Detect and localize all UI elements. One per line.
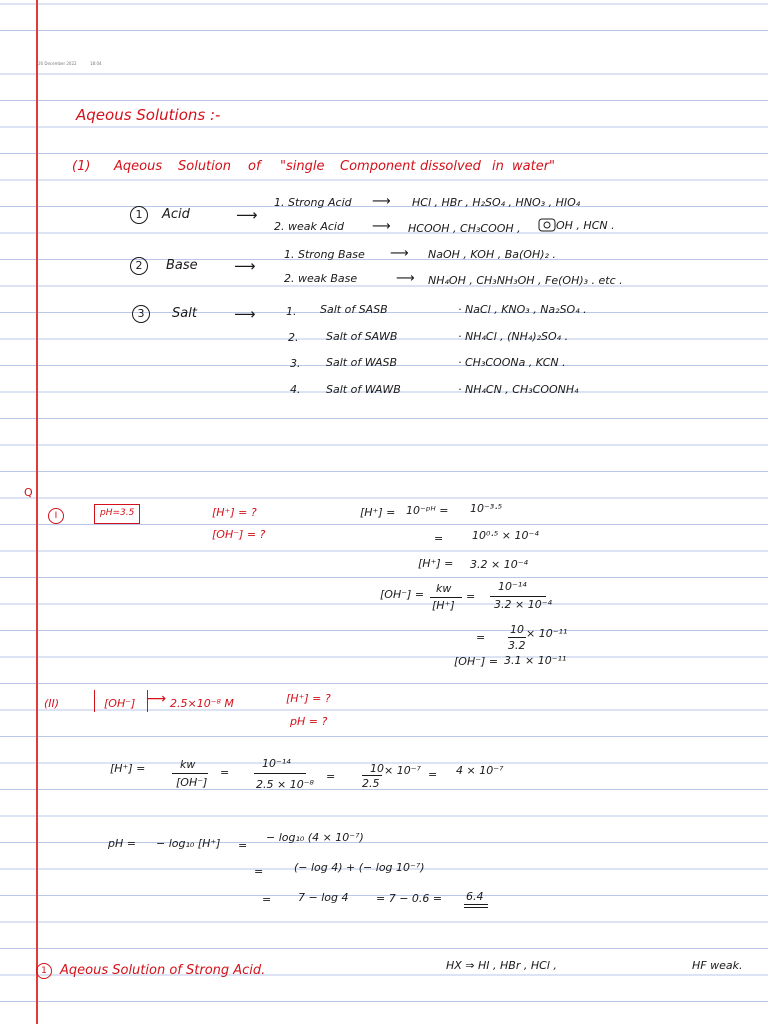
p1-step6-lhs: [OH⁻] = — [454, 655, 499, 668]
fraction-bar — [508, 637, 526, 638]
base-number-circle: 2 — [130, 257, 148, 275]
p1-step1-lhs: [H⁺] = — [360, 506, 396, 519]
p2-eq1-den1: [OH⁻] — [176, 776, 208, 789]
strong-acid-examples: HCl , HBr , H₂SO₄ , HNO₃ , HIO₄ — [412, 196, 581, 209]
salt-arrow: ⟶ — [234, 305, 256, 323]
p2-eq1-den2: 2.5 × 10⁻⁸ — [256, 778, 314, 791]
weak-base-label: 2. weak Base — [284, 272, 358, 285]
salt-item-examples: · NH₄Cl , (NH₄)₂SO₄ . — [458, 330, 569, 343]
strong-acid-arrow: ⟶ — [372, 194, 391, 209]
strong-base-arrow: ⟶ — [390, 246, 409, 261]
benzene-ring-icon — [538, 218, 556, 232]
p1-step5-tail: × 10⁻¹¹ — [526, 627, 568, 640]
p2-eq1-num1: kw — [180, 758, 196, 771]
p2-ph-answer: 6.4 — [466, 890, 484, 903]
p1-step4-den: [H⁺] — [432, 599, 455, 612]
salt-number-circle: 3 — [132, 305, 150, 323]
acid-number-circle: 1 — [130, 206, 148, 224]
p1-step5-lhs: = — [476, 631, 486, 644]
section2-note: HX ⇒ HI , HBr , HCl , — [446, 959, 557, 972]
fraction-bar — [254, 773, 306, 774]
date-stamp: 26 December 2022 — [38, 61, 77, 66]
p2-eq1-tail3: × 10⁻⁷ — [384, 764, 421, 777]
strong-acid-label: 1. Strong Acid — [274, 196, 352, 209]
weak-acid-label: 2. weak Acid — [274, 220, 344, 233]
problem2-arrow: ⟶ — [146, 691, 167, 707]
fraction-bar — [490, 596, 546, 597]
salt-item-examples: · NH₄CN , CH₃COONH₄ — [458, 383, 579, 396]
salt-item-num: 4. — [290, 383, 301, 396]
problem2-label: (II) — [44, 697, 60, 710]
problem1-label: I — [48, 508, 64, 524]
salt-item-num: 2. — [288, 331, 299, 344]
salt-item-type: Salt of SAWB — [326, 330, 398, 343]
salt-item-type: Salt of WASB — [326, 356, 398, 369]
problem1-unknown-oh: [OH⁻] = ? — [212, 528, 266, 541]
p2-ph-lhs: pH = — [108, 837, 136, 850]
answer-underline — [464, 907, 488, 908]
weak-acid-examples: HCOOH , CH₃COOH , — [408, 222, 521, 235]
section1-word: "single — [280, 159, 325, 174]
salt-item-num: 1. — [286, 305, 297, 318]
p2-eq1-num2: 10⁻¹⁴ — [262, 757, 291, 770]
section1-word: Aqeous — [114, 159, 163, 174]
strong-base-examples: NaOH , KOH , Ba(OH)₂ . — [428, 248, 556, 261]
p1-step4-num2: 10⁻¹⁴ — [498, 580, 527, 593]
section1-word: Component — [340, 159, 416, 174]
p1-step3-expr: 3.2 × 10⁻⁴ — [470, 558, 528, 571]
weak-base-arrow: ⟶ — [396, 271, 415, 286]
p1-step5-den: 3.2 — [508, 639, 526, 652]
acid-arrow: ⟶ — [236, 206, 258, 224]
weak-acid-arrow: ⟶ — [372, 219, 391, 234]
p2-eq1-eq3: = — [428, 768, 438, 781]
p1-step1-rhs: 10⁻³·⁵ — [470, 502, 503, 515]
problem2-given-value: 2.5×10⁻⁸ M — [170, 697, 234, 710]
p1-step4-lhs: [OH⁻] = — [380, 588, 425, 601]
p2-eq1-lhs: [H⁺] = — [110, 762, 146, 775]
salt-item-type: Salt of WAWB — [326, 383, 401, 396]
p1-step1-expr: 10⁻ᵖᴴ = — [406, 504, 449, 517]
page-title: Aqeous Solutions :- — [76, 106, 221, 124]
question-marker: Q — [24, 486, 33, 499]
section1-word: Solution — [178, 159, 231, 174]
section2-number-circle: 1 — [36, 963, 52, 979]
p2-eq1-num3: 10 — [370, 762, 384, 775]
p2-ph-a: − log₁₀ [H⁺] — [156, 837, 221, 850]
p1-step4-num: kw — [436, 582, 452, 595]
problem1-given: pH=3.5 — [100, 508, 135, 518]
section1-label: (1) — [72, 159, 91, 174]
p1-step2-expr: 10⁰·⁵ × 10⁻⁴ — [472, 529, 539, 542]
p2-eq1-eq2: = — [326, 770, 336, 783]
fraction-bar — [362, 775, 382, 776]
p1-step4-eq: = — [466, 590, 476, 603]
section1-word: in — [492, 159, 504, 174]
p2-ph3-eq2: = 7 − 0.6 = — [376, 892, 443, 905]
p2-ph2-eq: = — [254, 865, 264, 878]
base-arrow: ⟶ — [234, 257, 256, 275]
p2-eq1-eq: = — [220, 766, 230, 779]
p1-step5-num: 10 — [510, 623, 524, 636]
problem2-given: [OH⁻] — [104, 697, 136, 710]
p1-step3-lhs: [H⁺] = — [418, 557, 454, 570]
p2-eq1-den3: 2.5 — [362, 777, 380, 790]
p2-eq1-result: 4 × 10⁻⁷ — [456, 764, 504, 777]
answer-underline — [464, 904, 488, 905]
margin-line — [36, 0, 38, 1024]
salt-item-type: Salt of SASB — [320, 303, 388, 316]
strong-base-label: 1. Strong Base — [284, 248, 365, 261]
salt-item-examples: · NaCl , KNO₃ , Na₂SO₄ . — [458, 303, 587, 316]
p1-step4-den2: 3.2 × 10⁻⁴ — [494, 598, 552, 611]
p2-ph-eq: = — [238, 839, 248, 852]
acid-heading: Acid — [162, 207, 190, 222]
salt-heading: Salt — [172, 306, 197, 321]
fraction-bar — [430, 597, 462, 598]
p2-ph3-eq: = — [262, 893, 272, 906]
base-heading: Base — [166, 258, 198, 273]
p2-ph3-b: 7 − log 4 — [298, 891, 349, 904]
problem1-unknown-h: [H⁺] = ? — [212, 506, 257, 519]
p2-ph-b: − log₁₀ (4 × 10⁻⁷) — [266, 831, 364, 844]
p2-ph2-b: (− log 4) + (− log 10⁻⁷) — [294, 861, 425, 874]
fraction-bar — [172, 773, 208, 774]
section1-word: dissolved — [420, 159, 481, 174]
section1-word: of — [248, 159, 261, 174]
p1-step2-lhs: = — [434, 532, 444, 545]
problem2-unknown-h: [H⁺] = ? — [286, 692, 331, 705]
weak-acid-extra: OH , HCN . — [556, 219, 615, 232]
salt-item-num: 3. — [290, 357, 301, 370]
section2-title: Aqeous Solution of Strong Acid. — [60, 963, 266, 978]
p1-step6-expr: 3.1 × 10⁻¹¹ — [504, 654, 567, 667]
time-stamp: 18:04 — [90, 61, 102, 66]
section1-word: water" — [512, 159, 556, 174]
section2-weak: HF weak. — [692, 959, 743, 972]
salt-item-examples: · CH₃COONa , KCN . — [458, 356, 566, 369]
weak-base-examples: NH₄OH , CH₃NH₃OH , Fe(OH)₃ . etc . — [428, 274, 623, 287]
problem2-unknown-ph: pH = ? — [290, 715, 328, 728]
